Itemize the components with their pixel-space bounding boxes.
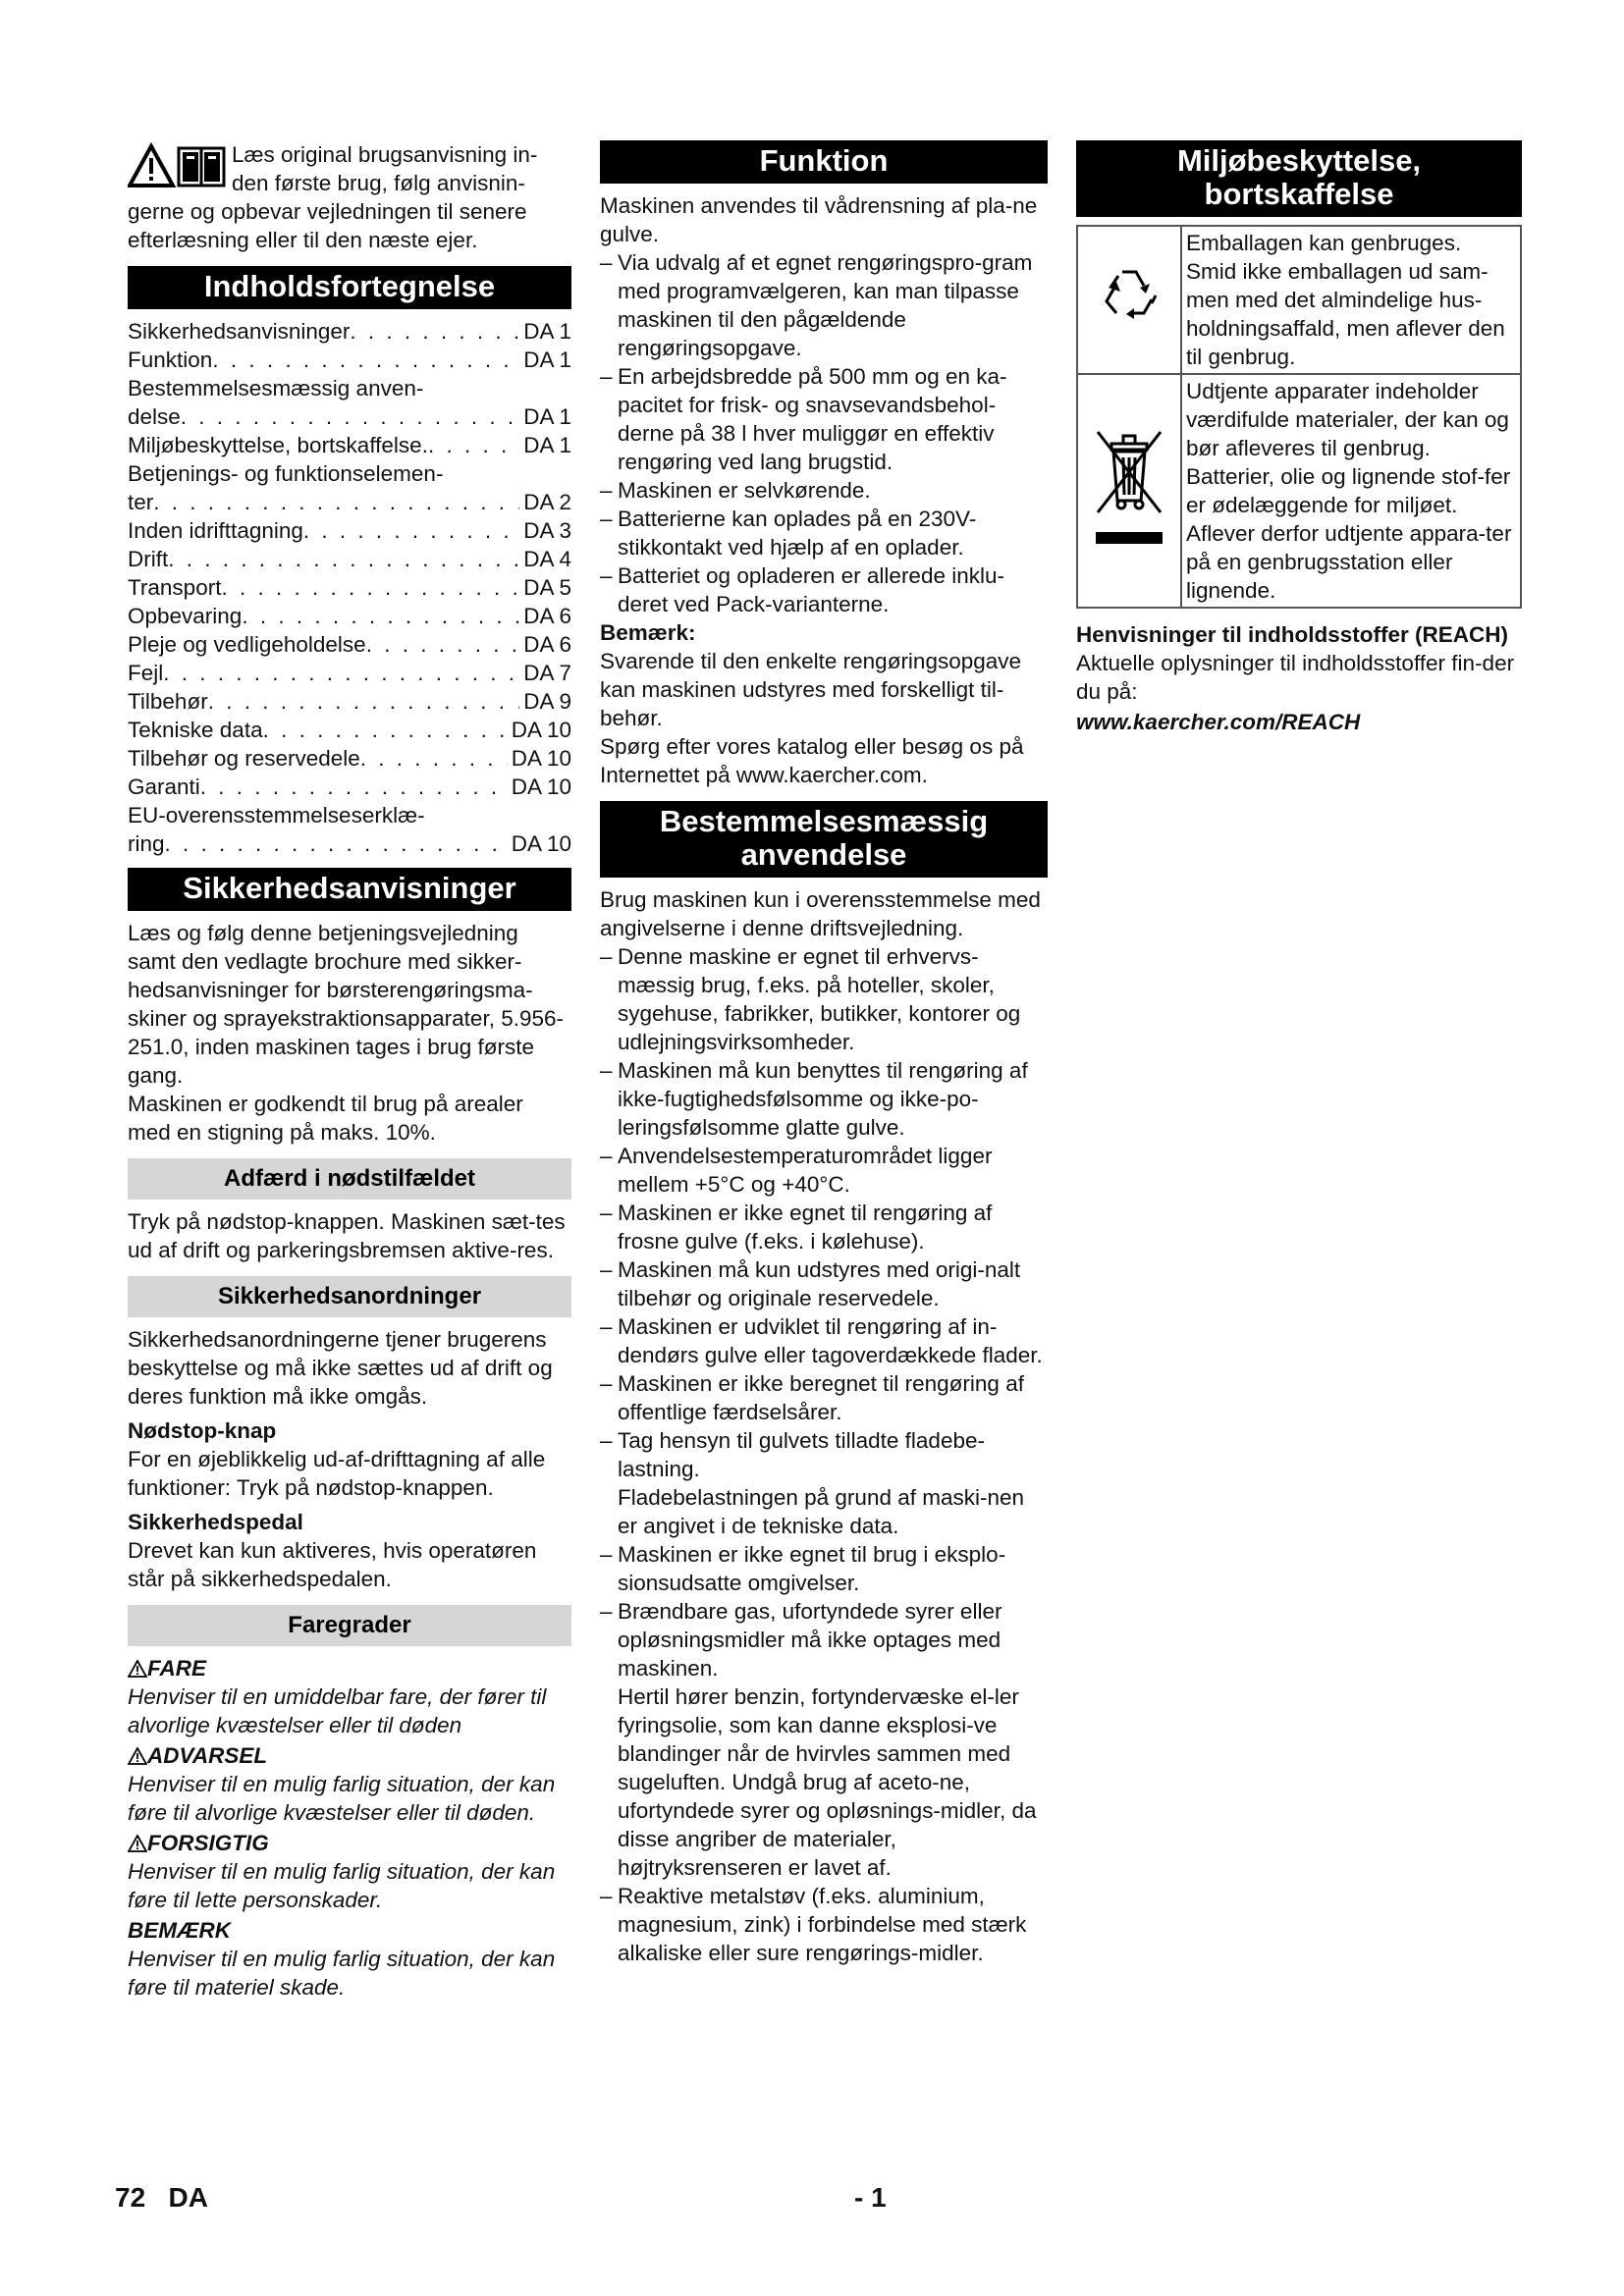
- toc-item[interactable]: [128, 659, 571, 687]
- toc-item[interactable]: [128, 346, 571, 374]
- toc-leader-dots: [163, 659, 519, 687]
- column-right: [1076, 140, 1522, 736]
- environment-heading-line-2: bortskaffelse: [1204, 177, 1394, 211]
- toc-item-title: Garanti: [128, 774, 200, 799]
- environment-heading-line-1: Miljøbeskyttelse,: [1176, 143, 1422, 178]
- toc-item[interactable]: [128, 630, 571, 659]
- warning-triangle-icon: [128, 1835, 147, 1852]
- intended-use-heading: [600, 801, 1048, 878]
- toc-item[interactable]: [128, 488, 571, 516]
- toc-item-continuation: Betjenings- og funktionselemen-: [128, 461, 444, 486]
- function-note-label: Bemærk:: [600, 620, 696, 645]
- intended-use-item-text: – Maskinen er ikke egnet til brug i eksplo-sionsudsatte omgivelser.: [618, 1542, 1006, 1595]
- toc-item-page: DA 1: [523, 404, 571, 429]
- environment-heading: [1076, 140, 1522, 217]
- toc-item[interactable]: [128, 516, 571, 545]
- intended-use-heading-line-1: Bestemmelsesmæssig: [659, 804, 989, 838]
- environment-icon-cell: [1077, 226, 1181, 374]
- intended-use-item-text: – Maskinen er udviklet til rengøring af in-dendørs gulve eller tagoverdækkede flader.: [618, 1314, 1043, 1367]
- manual-book-icon: [179, 148, 224, 186]
- pedal-label: Sikkerhedspedal: [128, 1510, 303, 1534]
- intended-use-item-text: – Reaktive metalstøv (f.eks. aluminium, magnesium, zink) i forbindelse med stærk alkaliske eller sure rengørings-midler.: [618, 1884, 1027, 1965]
- function-list-item: – Maskinen er selvkørende.: [600, 476, 1048, 505]
- hazard-label: [128, 1654, 571, 1682]
- toc-leader-dots: [303, 516, 519, 545]
- toc-heading: Indholdsfortegnelse: [128, 266, 571, 309]
- intended-use-list-item: [600, 942, 1048, 1056]
- toc-item-title: Tilbehør: [128, 689, 208, 714]
- intended-use-item-text: – Maskinen må kun udstyres med origi-nalt tilbehør og originale reservedele.: [618, 1257, 1021, 1310]
- toc-item-title: Transport: [128, 575, 222, 600]
- intended-use-heading-line-2: anvendelse: [740, 837, 907, 872]
- function-list-item: – Batterierne kan oplades på en 230V-stikkontakt ved hjælp af en oplader.: [600, 505, 1048, 561]
- toc-leader-dots: [165, 829, 508, 858]
- intended-use-item-extra: Fladebelastningen på grund af maski-nen er angivet i de tekniske data.: [618, 1485, 1025, 1538]
- toc-item-page: DA 2: [523, 490, 571, 514]
- toc-item-title: Miljøbeskyttelse, bortskaffelse.: [128, 433, 428, 457]
- toc-item-page: DA 6: [523, 604, 571, 628]
- reach-heading: Henvisninger til indholdsstoffer (REACH): [1076, 622, 1509, 647]
- function-intro: Maskinen anvendes til vådrensning af pla-ne gulve.: [600, 193, 1038, 246]
- function-list-item: – Via udvalg af et egnet rengøringspro-gram med programvælgeren, kan man tilpasse maskinen til den pågældende rengøringsopgave.: [600, 248, 1048, 362]
- intended-use-item-text: – Denne maskine er egnet til erhvervs-mæssig brug, f.eks. på hoteller, skoler, sygehuse, fabrikker, butikker, kontorer og udlejningsvirksomheder.: [618, 944, 1021, 1054]
- emergency-heading: Adfærd i nødstilfældet: [128, 1158, 571, 1200]
- safety-devices-text: Sikkerhedsanordningerne tjener brugerens beskyttelse og må ikke sættes ud af drift og deres funktion må ikke omgås.: [128, 1327, 553, 1409]
- function-list-item: – En arbejdsbredde på 500 mm og en ka-pacitet for frisk- og snavsevandsbehol-derne på 38 l hver muliggør en effektiv rengøring ved lang brugstid.: [600, 362, 1048, 476]
- toc-item-title: ring: [128, 831, 165, 856]
- intended-use-list: [600, 942, 1048, 1967]
- intended-use-intro: Brug maskinen kun i overensstemmelse med angivelserne i denne driftsvejledning.: [600, 887, 1041, 940]
- toc-item[interactable]: [128, 687, 571, 716]
- toc-leader-dots: [208, 687, 520, 716]
- function-catalog-text: Spørg efter vores katalog eller besøg os på Internettet på www.kaercher.com.: [600, 734, 1024, 787]
- estop-label: Nødstop-knap: [128, 1418, 277, 1443]
- hazard-label-text: FARE: [147, 1656, 207, 1681]
- pedal-text: Drevet kan kun aktiveres, hvis operatøren står på sikkerhedspedalen.: [128, 1538, 537, 1591]
- recycling-icon: [1095, 262, 1164, 331]
- toc-leader-dots: [168, 545, 519, 573]
- toc-item-page: DA 10: [511, 718, 571, 742]
- safety-paragraph-2: Maskinen er godkendt til brug på arealer med en stigning på maks. 10%.: [128, 1092, 523, 1145]
- toc-item-title: Tilbehør og reservedele: [128, 746, 360, 771]
- toc-item-page: DA 10: [511, 831, 571, 856]
- toc-item-title: Tekniske data: [128, 718, 263, 742]
- hazard-list: [128, 1654, 571, 2002]
- intended-use-list-item: [600, 1312, 1048, 1369]
- toc-item[interactable]: [128, 317, 571, 346]
- toc-item-continuation: Bestemmelsesmæssig anven-: [128, 376, 424, 400]
- intro-notice: [128, 140, 571, 254]
- intended-use-list-item: [600, 1597, 1048, 1882]
- toc-item[interactable]: [128, 431, 571, 459]
- intended-use-item-text: – Maskinen er ikke beregnet til rengøring af offentlige færdselsårer.: [618, 1371, 1024, 1424]
- column-middle: [600, 140, 1048, 1967]
- intended-use-list-item: [600, 1056, 1048, 1142]
- hazard-label: [128, 1829, 571, 1857]
- intended-use-item-text: – Maskinen er ikke egnet til rengøring af frosne gulve (f.eks. i kølehuse).: [618, 1201, 993, 1254]
- intended-use-list-item: [600, 1369, 1048, 1426]
- toc-item-title: Fejl: [128, 661, 164, 685]
- safety-paragraph-1: Læs og følg denne betjeningsvejledning samt den vedlagte brochure med sikker-hedsanvisninger for børsterengøringsma-skiner og sprayekstraktionsapparater, 5.956-251.0, inden maskinen tages i brug første gang.: [128, 921, 564, 1088]
- toc-item[interactable]: [128, 744, 571, 773]
- column-left: [128, 140, 571, 2002]
- toc-item[interactable]: [128, 773, 571, 801]
- intended-use-item-text: – Maskinen må kun benyttes til rengøring af ikke-fugtighedsfølsomme og ikke-po-leringsfølsomme glatte gulve.: [618, 1058, 1028, 1140]
- environment-row-recycling: [1077, 226, 1521, 374]
- toc-item-title: Funktion: [128, 347, 213, 372]
- toc-item-title: Drift: [128, 547, 169, 571]
- toc-item-page: DA 10: [511, 774, 571, 799]
- intended-use-list-item: [600, 1142, 1048, 1199]
- function-note-text: Svarende til den enkelte rengøringsopgave kan maskinen udstyres med forskelligt til-behør.: [600, 649, 1022, 730]
- toc-item-title: Sikkerhedsanvisninger: [128, 319, 351, 344]
- hazard-label-text: ADVARSEL: [147, 1743, 268, 1768]
- toc-item-title: Inden idrifttagning: [128, 518, 303, 543]
- warning-triangle-icon: [128, 1747, 147, 1765]
- function-heading: Funktion: [600, 140, 1048, 184]
- toc-item-page: DA 1: [523, 319, 571, 344]
- toc-leader-dots: [200, 773, 508, 801]
- toc-item-title: ter: [128, 490, 154, 514]
- toc-item[interactable]: [128, 829, 571, 858]
- toc-leader-dots: [263, 716, 508, 744]
- emergency-text: Tryk på nødstop-knappen. Maskinen sæt-tes ud af drift og parkeringsbremsen aktive-res.: [128, 1209, 566, 1262]
- hazard-description: Henviser til en mulig farlig situation, der kan føre til alvorlige kvæstelser eller til døden.: [128, 1772, 556, 1825]
- warning-triangle-icon: [128, 1660, 147, 1678]
- environment-table: [1076, 225, 1522, 609]
- toc-item[interactable]: [128, 602, 571, 630]
- toc-item-page: DA 1: [523, 347, 571, 372]
- reach-link[interactable]: www.kaercher.com/REACH: [1076, 710, 1361, 734]
- toc-leader-dots: [350, 317, 519, 346]
- toc-leader-dots: [153, 488, 519, 516]
- toc-item-page: DA 4: [523, 547, 571, 571]
- footer-language: DA: [168, 2182, 208, 2213]
- toc-leader-dots: [366, 630, 520, 659]
- intro-text: Læs original brugsanvisning in-den første brug, følg anvisnin-gerne og opbevar vejledningen til senere efterlæsning eller til den næste ejer.: [128, 142, 538, 252]
- hazard-label-text: FORSIGTIG: [147, 1831, 269, 1855]
- function-list-item: – Batteriet og opladeren er allerede inklu-deret ved Pack-varianterne.: [600, 561, 1048, 618]
- toc-item[interactable]: [128, 716, 571, 744]
- safety-heading: Sikkerhedsanvisninger: [128, 868, 571, 911]
- toc-item[interactable]: [128, 545, 571, 573]
- toc-leader-dots: [221, 573, 519, 602]
- toc-list: [128, 317, 571, 858]
- toc-item-continuation: EU-overensstemmelseserklæ-: [128, 803, 425, 828]
- environment-row-disposal: [1077, 374, 1521, 608]
- crossed-out-bin-icon: [1090, 424, 1168, 552]
- toc-item-title: Pleje og vedligeholdelse: [128, 632, 366, 657]
- intended-use-item-extra: Hertil hører benzin, fortyndervæske el-ler fyringsolie, som kan danne eksplosi-ve blandinger når de hvirvles sammen med sugeluften. Undgå brug af aceto-ne, ufortyndede syrer og opløsnings-midler, da disse angriber de materialer, højtryksrenseren er lavet af.: [618, 1684, 1037, 1880]
- toc-item-page: DA 7: [523, 661, 571, 685]
- intended-use-item-text: – Tag hensyn til gulvets tilladte fladebe-lastning.: [618, 1428, 985, 1481]
- footer-center-number: - 1: [854, 2182, 887, 2213]
- hazard-label: [128, 1741, 571, 1770]
- toc-item[interactable]: [128, 402, 571, 431]
- toc-leader-dots: [181, 402, 519, 431]
- warning-triangle-icon: [130, 146, 173, 186]
- toc-item-page: DA 1: [523, 433, 571, 457]
- toc-item-title: delse: [128, 404, 181, 429]
- toc-item-page: DA 10: [511, 746, 571, 771]
- environment-icon-cell: [1077, 374, 1181, 608]
- hazard-description: Henviser til en mulig farlig situation, der kan føre til lette personskader.: [128, 1859, 556, 1912]
- environment-text-recycling: Emballagen kan genbruges. Smid ikke emballagen ud sam-men med det almindelige hus-holdningsaffald, men aflever den til genbrug.: [1181, 226, 1521, 374]
- toc-item-page: DA 3: [523, 518, 571, 543]
- footer-page-number: 72: [115, 2182, 146, 2213]
- intended-use-list-item: [600, 1255, 1048, 1312]
- intended-use-item-text: – Anvendelsestemperaturområdet ligger mellem +5°C og +40°C.: [618, 1144, 993, 1197]
- toc-leader-dots: [242, 602, 519, 630]
- toc-item-page: DA 6: [523, 632, 571, 657]
- hazard-label: [128, 1916, 571, 1945]
- toc-item[interactable]: [128, 573, 571, 602]
- estop-text: For en øjeblikkelig ud-af-drifttagning af alle funktioner: Tryk på nødstop-knappen.: [128, 1447, 546, 1500]
- intended-use-item-text: – Brændbare gas, ufortyndede syrer eller opløsningsmidler må ikke optages med maskinen.: [618, 1599, 1002, 1681]
- reach-text: Aktuelle oplysninger til indholdsstoffer fin-der du på:: [1076, 651, 1515, 704]
- intended-use-list-item: [600, 1540, 1048, 1597]
- hazard-levels-heading: Faregrader: [128, 1605, 571, 1646]
- hazard-description: Henviser til en umiddelbar fare, der fører til alvorlige kvæstelser eller til døden: [128, 1684, 547, 1737]
- intended-use-list-item: [600, 1426, 1048, 1540]
- toc-leader-dots: [428, 431, 519, 459]
- footer-page-label: [115, 2183, 208, 2212]
- intro-icons: [128, 140, 230, 197]
- toc-item-page: DA 5: [523, 575, 571, 600]
- toc-leader-dots: [360, 744, 508, 773]
- function-list: [600, 248, 1048, 618]
- toc-leader-dots: [212, 346, 519, 374]
- toc-item-page: DA 9: [523, 689, 571, 714]
- intended-use-list-item: [600, 1199, 1048, 1255]
- safety-devices-heading: Sikkerhedsanordninger: [128, 1276, 571, 1317]
- intended-use-list-item: [600, 1882, 1048, 1967]
- toc-item-title: Opbevaring: [128, 604, 243, 628]
- hazard-description: Henviser til en mulig farlig situation, der kan føre til materiel skade.: [128, 1947, 556, 2000]
- hazard-label-text: BEMÆRK: [128, 1918, 231, 1943]
- environment-text-disposal: Udtjente apparater indeholder værdifulde materialer, der kan og bør afleveres til genbrug. Batterier, olie og lignende stof-fer er ødelæggende for miljøet. Aflever derfor udtjente appara-ter på en genbrugsstation eller lignende.: [1181, 374, 1521, 608]
